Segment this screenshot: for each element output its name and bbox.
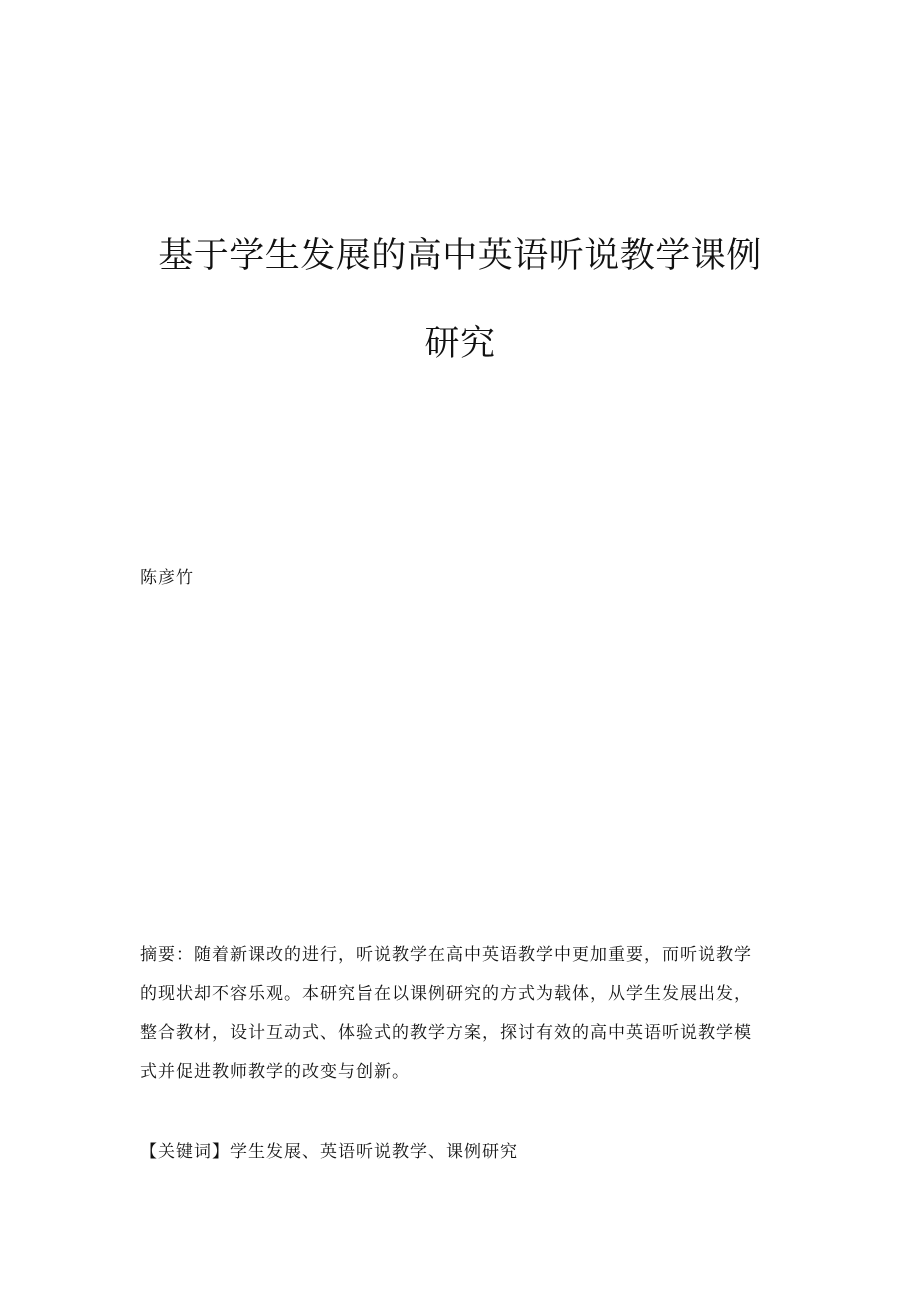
- keywords-line: 【关键词】学生发展、英语听说教学、课例研究: [140, 1142, 518, 1162]
- title-line: 基于学生发展的高中英语听说教学课例: [158, 236, 762, 276]
- abstract-line: 整合教材，设计互动式、体验式的教学方案，探讨有效的高中英语听说教学模: [140, 1023, 752, 1043]
- title-line: 研究: [424, 324, 496, 364]
- abstract-line: 的现状却不容乐观。本研究旨在以课例研究的方式为载体，从学生发展出发，: [140, 984, 752, 1004]
- abstract-line: 摘要：随着新课改的进行，听说教学在高中英语教学中更加重要，而听说教学: [140, 945, 752, 965]
- document-title: [140, 212, 780, 388]
- abstract-line: 式并促进教师教学的改变与创新。: [140, 1062, 410, 1082]
- author-name: 陈彦竹: [140, 568, 194, 588]
- abstract-paragraph: [140, 936, 780, 1092]
